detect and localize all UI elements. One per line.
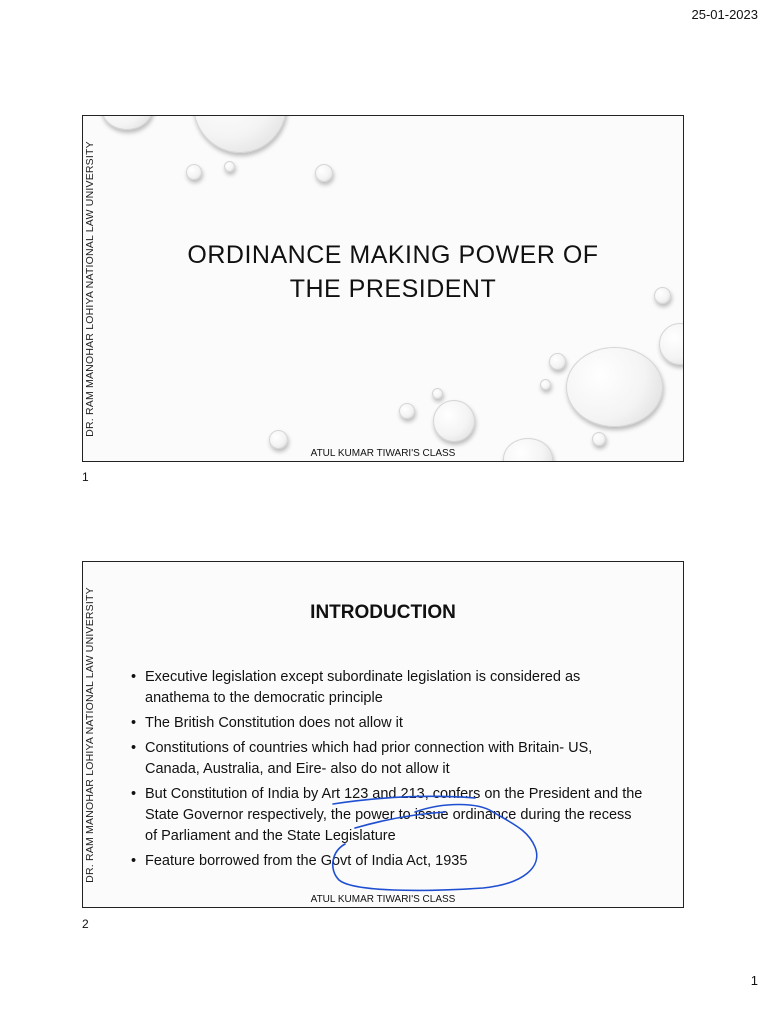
university-name: DR. RAM MANOHAR LOHIYA NATIONAL LAW UNIVERSITY	[84, 140, 96, 437]
slide-title	[103, 238, 683, 306]
bullet-list	[131, 667, 643, 876]
water-drop	[432, 388, 443, 399]
bullet-item: • Feature borrowed from the Govt of India Act, 1935	[131, 851, 643, 872]
slide-number: 2	[82, 917, 89, 931]
water-drop	[592, 432, 606, 446]
water-drop	[101, 115, 153, 130]
water-drop	[315, 164, 333, 182]
water-drop	[566, 347, 663, 427]
bullet-item: • Constitutions of countries which had prior connection with Britain- US, Canada, Australia, and Eire- also do not allow it	[131, 738, 643, 780]
water-drop	[186, 164, 202, 180]
water-drop	[269, 430, 288, 449]
page-date: 25-01-2023	[691, 7, 758, 22]
university-side-label	[83, 116, 97, 461]
water-drop	[193, 115, 287, 153]
water-drop	[549, 353, 566, 370]
water-drop	[659, 323, 684, 365]
water-drop	[399, 403, 415, 419]
slide-footer: ATUL KUMAR TIWARI'S CLASS	[310, 894, 456, 905]
water-drop	[224, 161, 235, 172]
slide-number: 1	[82, 470, 89, 484]
title-line-2: THE PRESIDENT	[289, 275, 497, 303]
title-line-1: ORDINANCE MAKING POWER OF	[187, 241, 599, 269]
bullet-item: • But Constitution of India by Art 123 and 213, confers on the President and the State Governor respectively, the power to issue ordinance during the recess of Parliament and the State Legislature	[131, 784, 643, 847]
slide-2	[82, 561, 684, 908]
bullet-item: • Executive legislation except subordinate legislation is considered as anathema to the democratic principle	[131, 667, 643, 709]
water-drop	[433, 400, 475, 442]
slide-footer: ATUL KUMAR TIWARI'S CLASS	[310, 448, 456, 459]
slide-1	[82, 115, 684, 462]
bullet-item: • The British Constitution does not allow it	[131, 713, 643, 734]
page-number: 1	[750, 973, 758, 988]
university-name: DR. RAM MANOHAR LOHIYA NATIONAL LAW UNIVERSITY	[84, 586, 96, 883]
slide-heading: INTRODUCTION	[310, 602, 456, 623]
water-drop	[540, 379, 551, 390]
